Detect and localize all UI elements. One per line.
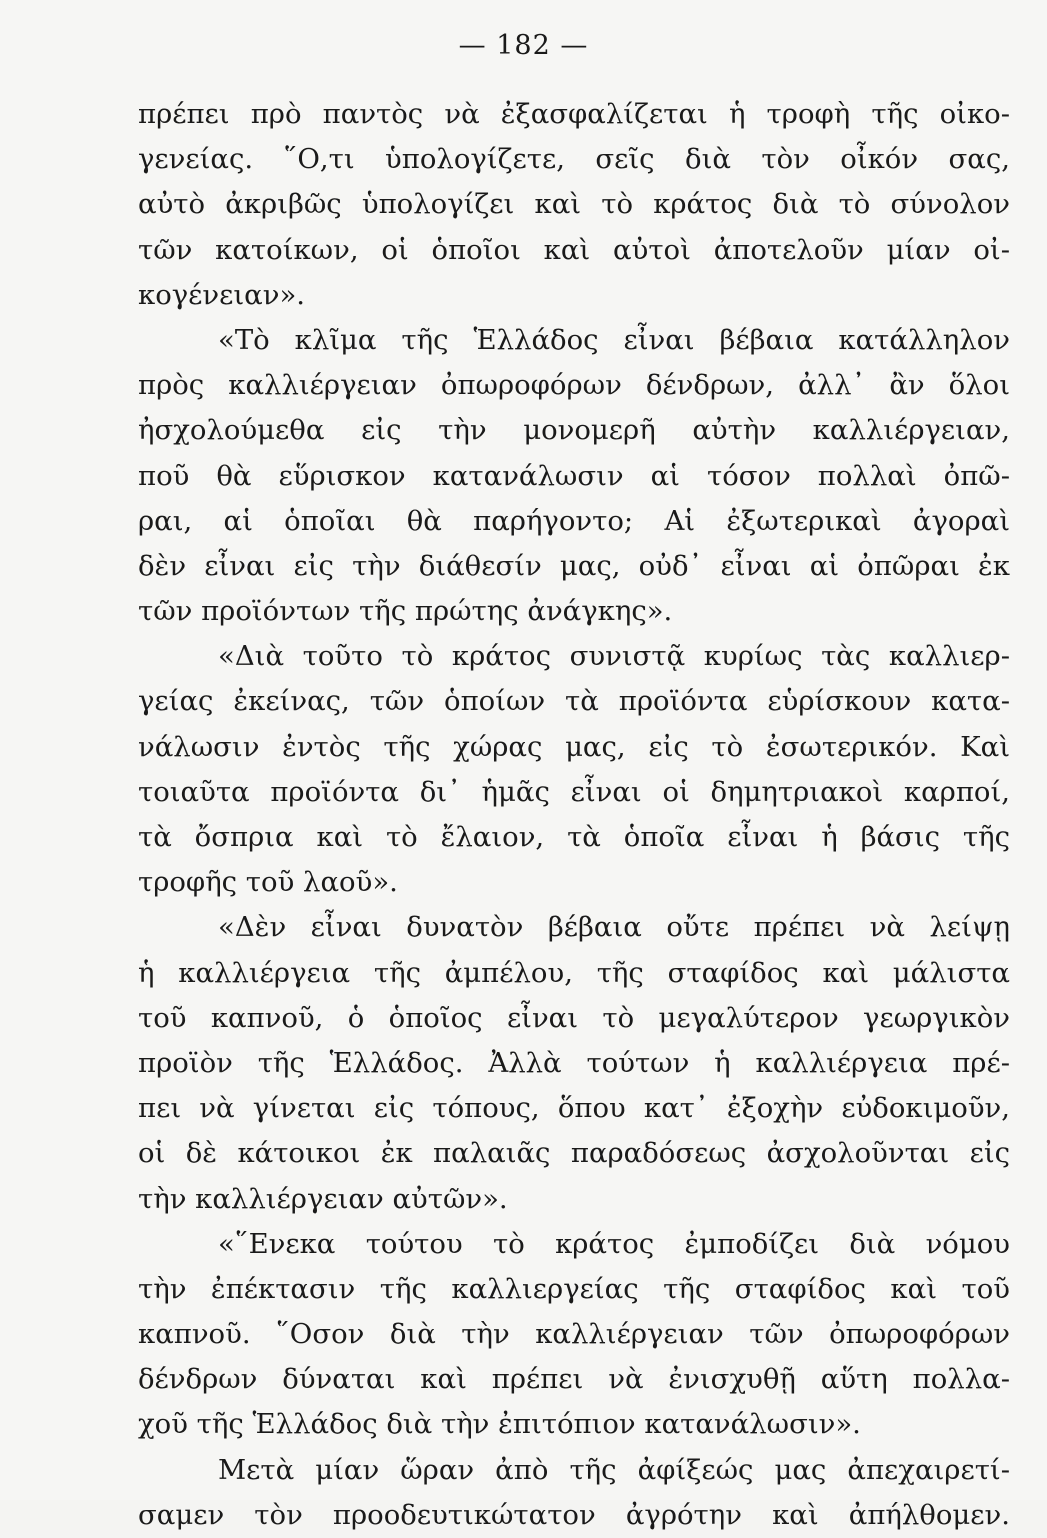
- text-line: γείας ἐκείνας, τῶν ὁποίων τὰ προϊόντα εὑρίσκουν κατα-: [138, 685, 1010, 718]
- page-number: — 182 —: [458, 30, 589, 61]
- text-line: χοῦ τῆς Ἑλλάδος διὰ τὴν ἐπιτόπιον κατανάλωσιν».: [138, 1408, 861, 1441]
- text-line: δένδρων δύναται καὶ πρέπει νὰ ἐνισχυθῇ αὕτη πολλα-: [138, 1363, 1010, 1396]
- text-line: πρὸς καλλιέργειαν ὀπωροφόρων δένδρων, ἀλλ᾿ ἂν ὅλοι: [138, 369, 1010, 402]
- text-line: τὴν ἐπέκτασιν τῆς καλλιεργείας τῆς σταφίδος καὶ τοῦ: [138, 1272, 1010, 1305]
- text-line: ραι, αἱ ὁποῖαι θὰ παρήγοντο; Αἱ ἐξωτερικαὶ ἀγοραὶ: [138, 504, 1010, 537]
- text-line: πρέπει πρὸ παντὸς νὰ ἐξασφαλίζεται ἡ τροφὴ τῆς οἰκο-: [138, 98, 1010, 130]
- text-line: γενείας. ῞Ο,τι ὑπολογίζετε, σεῖς διὰ τὸν οἶκόν σας,: [138, 143, 1010, 176]
- text-line: τῶν προϊόντων τῆς πρώτης ἀνάγκης».: [138, 595, 673, 628]
- text-line: καπνοῦ. ῞Οσον διὰ τὴν καλλιέργειαν τῶν ὀπωροφόρων: [138, 1318, 1010, 1351]
- text-line: πει νὰ γίνεται εἰς τόπους, ὅπου κατ᾿ ἐξοχὴν εὐδοκιμοῦν,: [138, 1092, 1010, 1125]
- text-line: προϊὸν τῆς Ἑλλάδος. Ἀλλὰ τούτων ἡ καλλιέργεια πρέ-: [138, 1046, 1010, 1079]
- text-line: τροφῆς τοῦ λαοῦ».: [138, 866, 398, 899]
- text-line: αὐτὸ ἀκριβῶς ὑπολογίζει καὶ τὸ κράτος διὰ τὸ σύνολον: [138, 188, 1010, 221]
- text-line: δὲν εἶναι εἰς τὴν διάθεσίν μας, οὐδ᾿ εἶναι αἱ ὀπῶραι ἐκ: [138, 549, 1010, 582]
- text-line: «Δὲν εἶναι δυνατὸν βέβαια οὔτε πρέπει νὰ λείψῃ: [218, 911, 1010, 944]
- text-line: κογένειαν».: [138, 278, 306, 311]
- text-line: οἱ δὲ κάτοικοι ἐκ παλαιᾶς παραδόσεως ἀσχολοῦνται εἰς: [138, 1137, 1010, 1170]
- text-line: Μετὰ μίαν ὥραν ἀπὸ τῆς ἀφίξεώς μας ἀπεχαιρετί-: [218, 1453, 1010, 1486]
- text-line: ποῦ θὰ εὕρισκον κατανάλωσιν αἱ τόσον πολλαὶ ὀπῶ-: [138, 459, 1010, 492]
- text-line: τὰ ὄσπρια καὶ τὸ ἔλαιον, τὰ ὁποῖα εἶναι ἡ βάσις τῆς: [138, 821, 1010, 853]
- text-line: νάλωσιν ἐντὸς τῆς χώρας μας, εἰς τὸ ἐσωτερικόν. Καὶ: [138, 730, 1010, 763]
- text-line: «῞Ενεκα τούτου τὸ κράτος ἐμποδίζει διὰ νόμου: [218, 1227, 1010, 1260]
- text-line: τὴν καλλιέργειαν αὐτῶν».: [138, 1182, 508, 1215]
- text-line: τοῦ καπνοῦ, ὁ ὁποῖος εἶναι τὸ μεγαλύτερον γεωργικὸν: [138, 1001, 1010, 1034]
- text-line: «Διὰ τοῦτο τὸ κράτος συνιστᾷ κυρίως τὰς καλλιερ-: [218, 640, 1010, 673]
- text-line: σαμεν τὸν προοδευτικώτατον ἀγρότην καὶ ἀπήλθομεν.: [138, 1498, 1010, 1531]
- text-line: ἠσχολούμεθα εἰς τὴν μονομερῆ αὐτὴν καλλιέργειαν,: [138, 414, 1010, 447]
- body-text: [138, 92, 1010, 1538]
- text-line: τῶν κατοίκων, οἱ ὁποῖοι καὶ αὐτοὶ ἀποτελοῦν μίαν οἰ-: [138, 233, 1010, 266]
- text-line: «Τὸ κλῖμα τῆς Ἑλλάδος εἶναι βέβαια κατάλληλον: [218, 323, 1010, 356]
- text-line: ἡ καλλιέργεια τῆς ἀμπέλου, τῆς σταφίδος καὶ μάλιστα: [138, 956, 1010, 989]
- text-line: τοιαῦτα προϊόντα δι᾿ ἡμᾶς εἶναι οἱ δημητριακοὶ καρποί,: [138, 775, 1010, 808]
